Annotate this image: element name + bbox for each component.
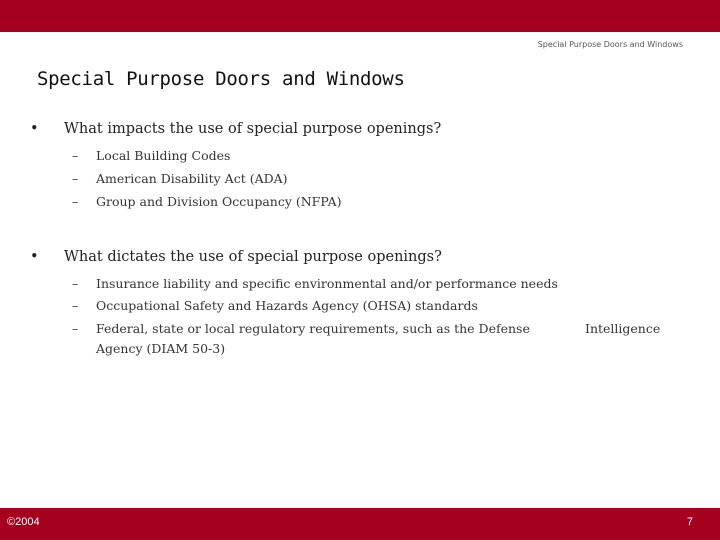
sub-bullet-text-continued: Intelligence: [585, 321, 661, 336]
dash-icon: –: [72, 171, 79, 186]
copyright-text: ©2004: [7, 516, 40, 528]
sub-bullet-text: Federal, state or local regulatory requirements, such as the Defense: [96, 321, 530, 336]
sub-bullet-text: American Disability Act (ADA): [96, 171, 288, 186]
sub-bullet-text: Group and Division Occupancy (NFPA): [96, 194, 342, 209]
sub-bullet-text: Occupational Safety and Hazards Agency (OHSA) standards: [96, 298, 478, 313]
bullet-icon: •: [30, 121, 39, 137]
sub-bullet-text: Agency (DIAM 50-3): [96, 341, 226, 356]
dash-icon: –: [72, 276, 79, 291]
dash-icon: –: [72, 321, 79, 336]
bottom-banner: [0, 508, 720, 540]
dash-icon: –: [72, 148, 79, 163]
bullet-text: What dictates the use of special purpose openings?: [64, 249, 442, 265]
dash-icon: –: [72, 298, 79, 313]
running-header: Special Purpose Doors and Windows: [537, 40, 683, 49]
sub-bullet-text: Local Building Codes: [96, 148, 231, 163]
slide-title: Special Purpose Doors and Windows: [37, 68, 405, 90]
bullet-icon: •: [30, 249, 39, 265]
top-banner: [0, 0, 720, 32]
dash-icon: –: [72, 194, 79, 209]
bullet-text: What impacts the use of special purpose openings?: [64, 121, 442, 137]
sub-bullet-text: Insurance liability and specific environmental and/or performance needs: [96, 276, 558, 291]
page-number: 7: [686, 516, 693, 528]
